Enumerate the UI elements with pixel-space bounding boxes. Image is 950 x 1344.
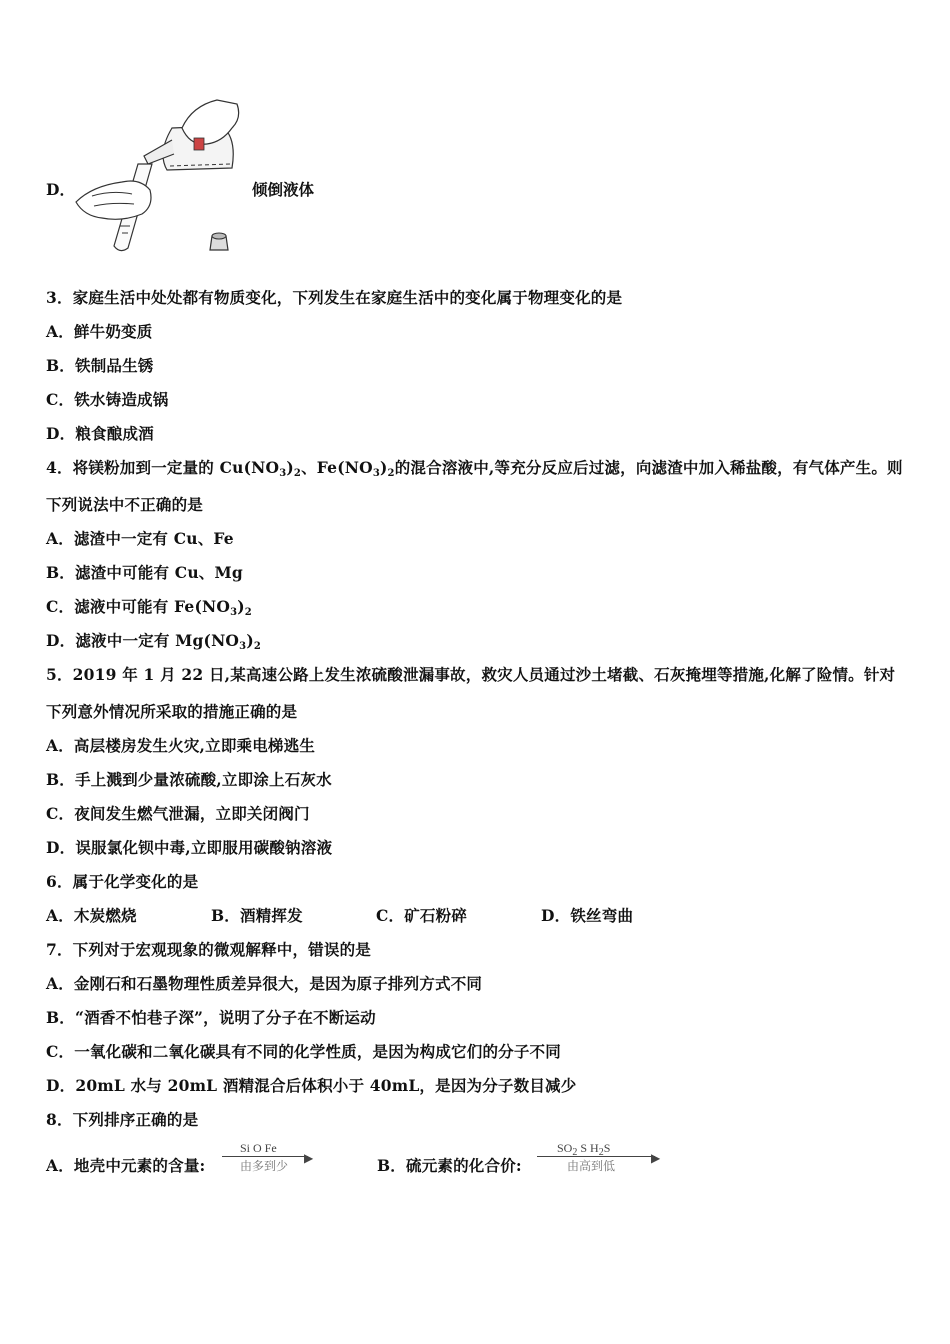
q5-option-a: A．高层楼房发生火灾,立即乘电梯逃生 xyxy=(46,736,316,755)
q4-option-c: C．滤液中可能有 $Fe(NO_3)_2$ xyxy=(46,597,252,618)
q8-option-a-order: Si O Fe xyxy=(240,1141,277,1155)
q2-option-d-label: D． xyxy=(46,180,75,199)
q7-stem: 7．下列对于宏观现象的微观解释中，错误的是 xyxy=(46,940,371,959)
q6-option-d: D．铁丝弯曲 xyxy=(541,906,634,925)
q8-option-b-direction: 由高到低 xyxy=(567,1159,616,1173)
pouring-liquid-illustration xyxy=(72,98,244,254)
q5-stem-line2: 下列意外情况所采取的措施正确的是 xyxy=(46,702,298,721)
q6-option-c: C．矿石粉碎 xyxy=(376,906,468,925)
q7-option-b: B．“酒香不怕巷子深”，说明了分子在不断运动 xyxy=(46,1008,376,1027)
q8-option-b-arrow xyxy=(537,1141,661,1175)
q5-stem: 5．2019 年 1 月 22 日,某高速公路上发生浓硫酸泄漏事故，救灾人员通过沙土堵截、石灰掩埋等措施,化解了险情。针对 xyxy=(46,665,896,684)
q4-option-a: A．滤渣中一定有 Cu、Fe xyxy=(46,529,234,548)
q3-option-a: A．鲜牛奶变质 xyxy=(46,322,153,341)
q6-option-b: B．酒精挥发 xyxy=(211,906,303,925)
q7-option-d: D．20mL 水与 20mL 酒精混合后体积小于 40mL，是因为分子数目减少 xyxy=(46,1076,577,1095)
q8-option-a-direction: 由多到少 xyxy=(240,1159,289,1173)
q8-stem: 8．下列排序正确的是 xyxy=(46,1110,199,1129)
q3-option-c: C．铁水铸造成锅 xyxy=(46,390,169,409)
arrow-right-icon: ▶ xyxy=(304,1151,314,1165)
q8-option-a-arrow xyxy=(222,1141,314,1175)
q6-option-a: A．木炭燃烧 xyxy=(46,906,137,925)
q4-stem: 4．将镁粉加到一定量的 $Cu(NO_3)_2$、$Fe(NO_3)_2$的混合溶液中,等充分反应后过滤，向滤渣中加入稀盐酸，有气体产生。则 xyxy=(46,458,903,479)
q7-option-a: A．金刚石和石墨物理性质差异很大，是因为原子排列方式不同 xyxy=(46,974,483,993)
q8-option-b-label: B．硫元素的化合价: xyxy=(377,1156,522,1175)
q6-stem: 6．属于化学变化的是 xyxy=(46,872,199,891)
q3-stem: 3．家庭生活中处处都有物质变化，下列发生在家庭生活中的变化属于物理变化的是 xyxy=(46,288,623,307)
q5-option-c: C．夜间发生燃气泄漏，立即关闭阀门 xyxy=(46,804,310,823)
q5-option-b: B．手上溅到少量浓硫酸,立即涂上石灰水 xyxy=(46,770,332,789)
q7-option-c: C．一氧化碳和二氧化碳具有不同的化学性质，是因为构成它们的分子不同 xyxy=(46,1042,561,1061)
q3-option-b: B．铁制品生锈 xyxy=(46,356,154,375)
q4-option-b: B．滤渣中可能有 Cu、Mg xyxy=(46,563,243,582)
q4-option-d: D．滤液中一定有 $Mg(NO_3)_2$ xyxy=(46,631,262,652)
q2-option-d-text: 倾倒液体 xyxy=(252,180,315,199)
q3-option-d: D．粮食酿成酒 xyxy=(46,424,154,443)
q8-option-a-label: A．地壳中元素的含量: xyxy=(46,1156,206,1175)
q4-stem-line2: 下列说法中不正确的是 xyxy=(46,495,204,514)
arrow-right-icon: ▶ xyxy=(651,1151,661,1165)
q5-option-d: D．误服氯化钡中毒,立即服用碳酸钠溶液 xyxy=(46,838,333,857)
q8-option-b-order: $SO_2$ S $H_2S$ xyxy=(557,1141,611,1158)
